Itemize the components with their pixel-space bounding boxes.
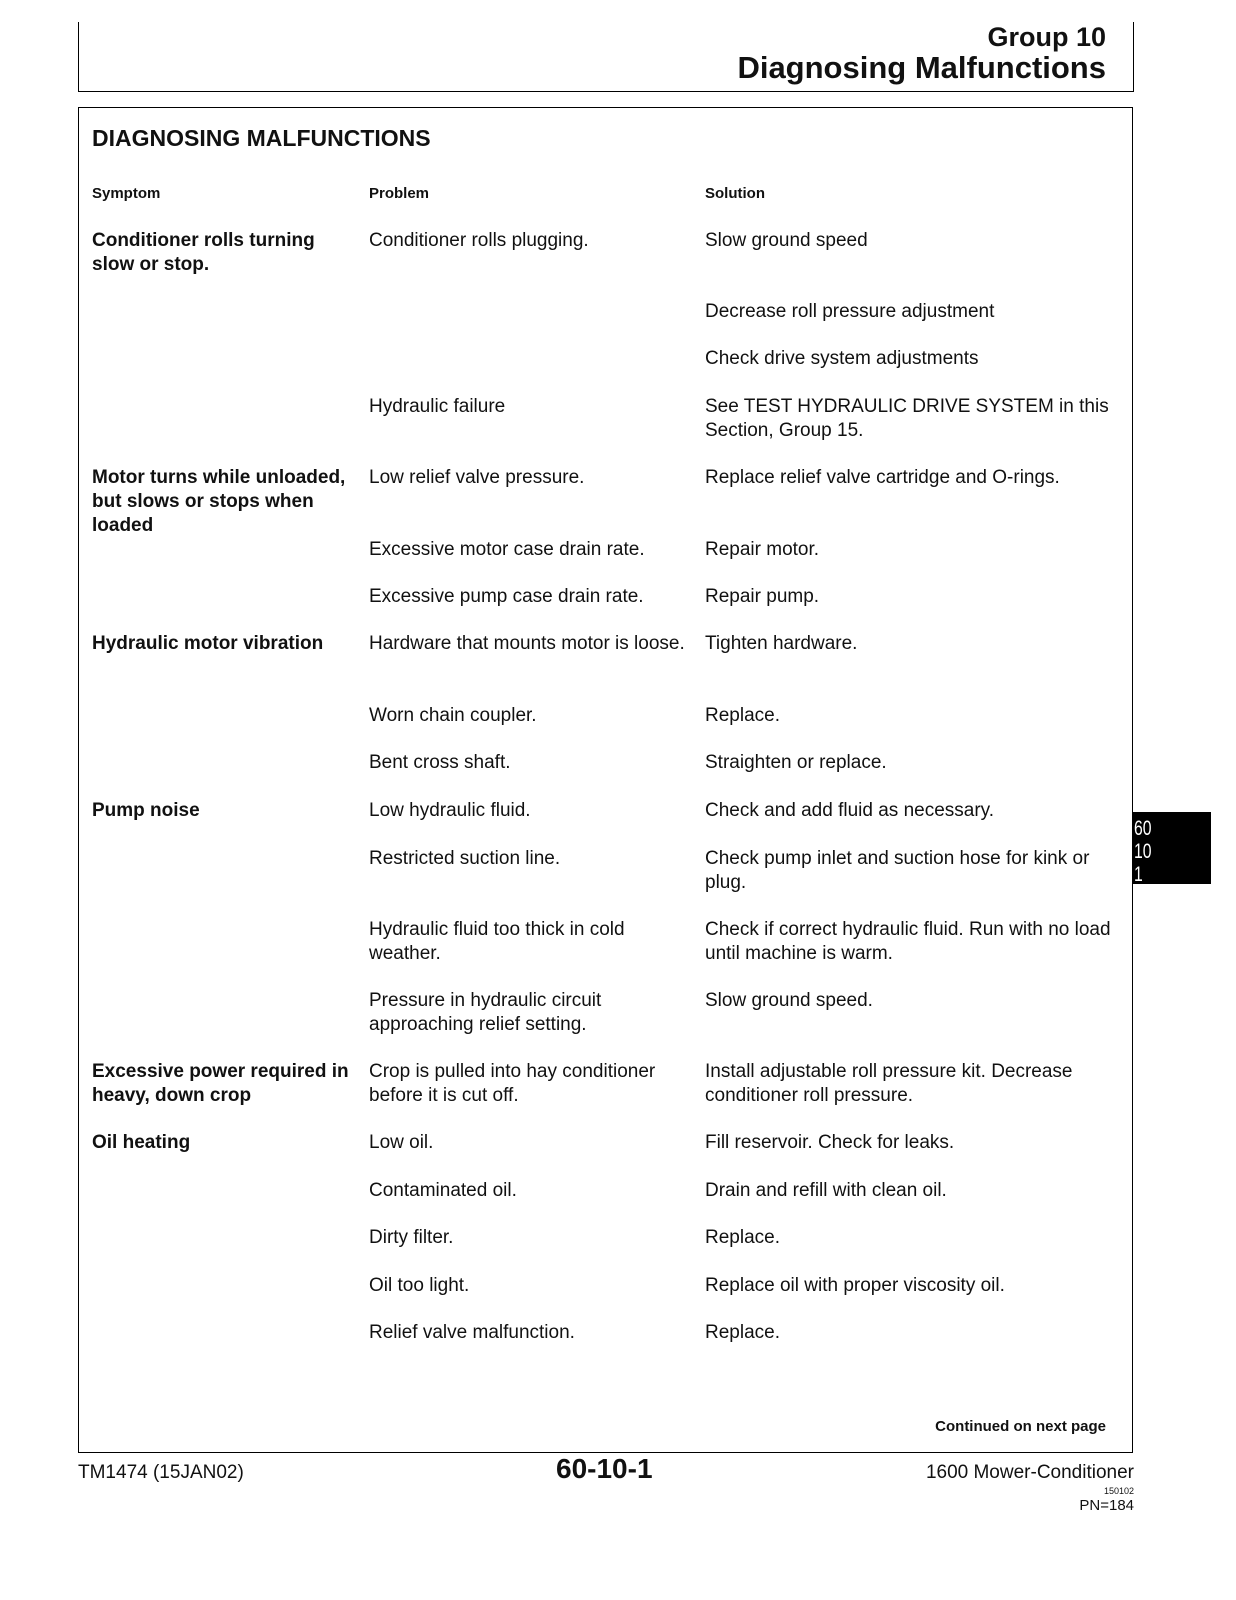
problem-cell: Dirty filter. <box>369 1227 454 1248</box>
solution-cell: Replace oil with proper viscosity oil. <box>705 1275 1005 1296</box>
section-title: DIAGNOSING MALFUNCTIONS <box>92 125 431 151</box>
problem-cell: Relief valve malfunction. <box>369 1322 575 1343</box>
problem-cell: Excessive motor case drain rate. <box>369 539 645 560</box>
problem-cell: Crop is pulled into hay conditioner before it is cut off. <box>369 1061 656 1106</box>
problem-cell: Pressure in hydraulic circuit approaching relief setting. <box>369 990 602 1035</box>
header-bottom-rule <box>78 91 1134 92</box>
solution-cell: Tighten hardware. <box>705 633 858 654</box>
column-header-solution: Solution <box>705 185 765 202</box>
problem-cell: Hardware that mounts motor is loose. <box>369 633 685 654</box>
solution-cell: Replace. <box>705 1227 780 1248</box>
solution-cell: Replace. <box>705 705 780 726</box>
symptom-cell: Oil heating <box>92 1132 191 1153</box>
problem-cell: Contaminated oil. <box>369 1180 517 1201</box>
solution-cell: Decrease roll pressure adjustment <box>705 301 995 322</box>
solution-cell: See TEST HYDRAULIC DRIVE SYSTEM in this Section, Group 15. <box>705 396 1109 441</box>
section-tab-line: 60 <box>1134 817 1152 840</box>
problem-cell: Excessive pump case drain rate. <box>369 586 644 607</box>
problem-cell: Conditioner rolls plugging. <box>369 230 589 251</box>
solution-cell: Repair pump. <box>705 586 820 607</box>
header-left-rule <box>78 22 79 92</box>
column-header-problem: Problem <box>369 185 430 202</box>
problem-cell: Hydraulic fluid too thick in cold weather. <box>369 919 625 964</box>
solution-cell: Install adjustable roll pressure kit. Decrease conditioner roll pressure. <box>705 1061 1073 1106</box>
problem-cell: Restricted suction line. <box>369 848 561 869</box>
product-name: 1600 Mower-Conditioner <box>925 1462 1134 1483</box>
solution-cell: Check and add fluid as necessary. <box>705 800 995 821</box>
solution-cell: Slow ground speed. <box>705 990 873 1011</box>
problem-cell: Hydraulic failure <box>369 396 506 417</box>
print-code: 150102 <box>1103 1486 1134 1496</box>
solution-cell: Check drive system adjustments <box>705 348 979 369</box>
symptom-cell: Pump noise <box>92 800 200 821</box>
symptom-cell: Hydraulic motor vibration <box>92 633 324 654</box>
solution-cell: Check pump inlet and suction hose for kink or plug. <box>705 848 1090 893</box>
column-header-symptom: Symptom <box>92 185 161 202</box>
symptom-cell: Excessive power required in heavy, down crop <box>92 1061 349 1106</box>
problem-cell: Worn chain coupler. <box>369 705 537 726</box>
section-tab-line: 10 <box>1134 840 1152 863</box>
group-number: Group 10 <box>987 22 1106 52</box>
symptom-cell: Motor turns while unloaded, but slows or stops when loaded <box>92 467 346 536</box>
problem-cell: Low hydraulic fluid. <box>369 800 531 821</box>
page-number: 60-10-1 <box>556 1453 653 1484</box>
solution-cell: Check if correct hydraulic fluid. Run with no load until machine is warm. <box>705 919 1111 964</box>
solution-cell: Straighten or replace. <box>705 752 887 773</box>
continued-note: Continued on next page <box>935 1418 1106 1435</box>
problem-cell: Bent cross shaft. <box>369 752 511 773</box>
solution-cell: Slow ground speed <box>705 230 868 251</box>
problem-cell: Low oil. <box>369 1132 434 1153</box>
solution-cell: Replace. <box>705 1322 780 1343</box>
solution-cell: Drain and refill with clean oil. <box>705 1180 947 1201</box>
problem-cell: Low relief valve pressure. <box>369 467 585 488</box>
symptom-cell: Conditioner rolls turning slow or stop. <box>92 230 315 275</box>
pn-number: PN=184 <box>1079 1497 1134 1514</box>
solution-cell: Fill reservoir. Check for leaks. <box>705 1132 955 1153</box>
problem-cell: Oil too light. <box>369 1275 470 1296</box>
header-right-rule <box>1133 22 1134 92</box>
page-title: Diagnosing Malfunctions <box>737 50 1106 85</box>
section-tab <box>1133 812 1211 884</box>
section-tab-line: 1 <box>1134 863 1143 886</box>
manual-number: TM1474 (15JAN02) <box>78 1462 244 1483</box>
solution-cell: Replace relief valve cartridge and O-rings. <box>705 467 1060 488</box>
solution-cell: Repair motor. <box>705 539 820 560</box>
